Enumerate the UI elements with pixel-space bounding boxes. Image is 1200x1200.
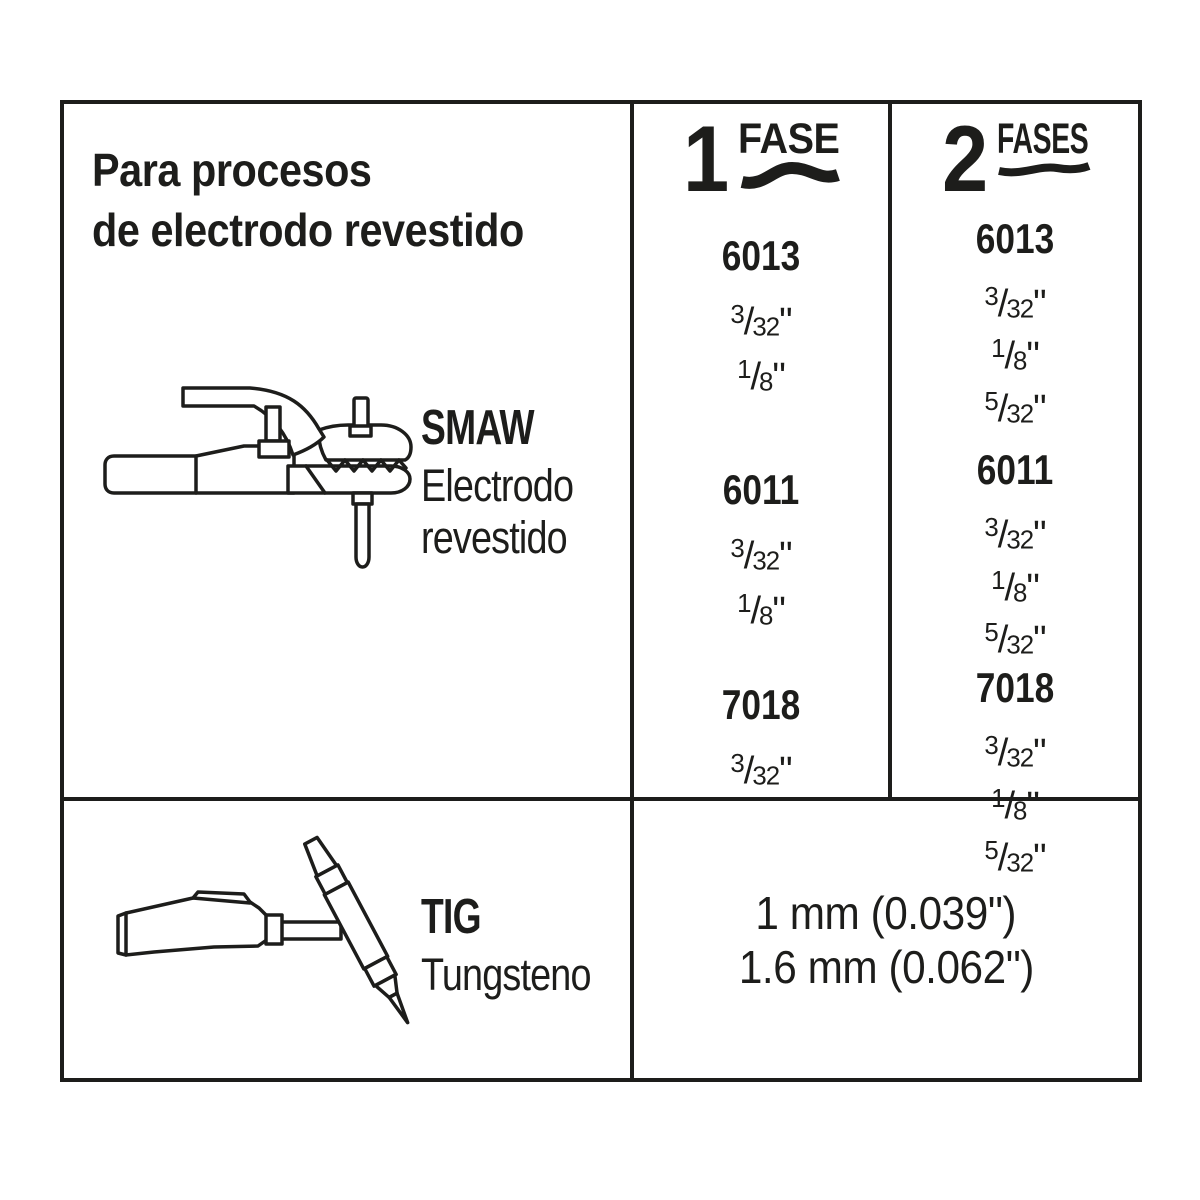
phase-2-column: [892, 104, 1138, 879]
electrode-size: $^1$/8": [991, 784, 1039, 827]
smaw-name-line2: revestido: [421, 512, 567, 563]
electrode-code: 7018: [721, 680, 801, 728]
phase-1-label: FASE: [737, 115, 840, 163]
intro-title: [92, 140, 524, 260]
smaw-electrode-holder-icon: [98, 380, 428, 630]
electrode-size: $^1$/8": [737, 356, 785, 399]
single-phase-ac-wave-icon: [738, 161, 842, 189]
phase-2-label-block: [996, 115, 1091, 207]
electrode-code: 7018: [975, 664, 1055, 712]
electrode-group: [892, 447, 1138, 665]
tig-label: [421, 889, 623, 1001]
electrode-group: [634, 233, 888, 405]
electrode-group: [634, 467, 888, 639]
tig-torch-icon: [116, 829, 446, 1079]
phase-1-label-block: [737, 115, 842, 207]
electrode-code: 6011: [722, 465, 800, 513]
electrode-size: $^5$/32": [984, 618, 1046, 661]
tig-cell: [64, 801, 634, 1078]
tig-abbr: TIG: [421, 890, 481, 944]
electrode-size: $^3$/32": [984, 282, 1046, 325]
smaw-cell: [64, 104, 634, 801]
electrode-size: $^3$/32": [984, 514, 1046, 557]
phase-2-number: 2: [942, 106, 989, 211]
smaw-name-line1: Electrodo: [421, 460, 574, 511]
electrode-code: 6013: [975, 215, 1055, 262]
phase-1-column: [634, 104, 892, 801]
electrode-size: $^1$/8": [991, 566, 1039, 609]
two-phase-ac-wave-icon: [997, 161, 1091, 179]
electrode-size: $^5$/32": [984, 387, 1046, 430]
electrode-size: $^1$/8": [991, 335, 1039, 378]
electrode-group: [892, 216, 1138, 434]
tungsten-size-2: 1.6 mm (0.062"): [738, 940, 1034, 993]
phase-2-label: FASES: [996, 115, 1089, 163]
electrode-size: $^3$/32": [730, 749, 792, 792]
electrode-group: [634, 682, 888, 798]
tungsten-sizes-cell: [634, 801, 1138, 1078]
electrode-size: $^3$/32": [984, 732, 1046, 775]
smaw-abbr: SMAW: [421, 401, 534, 455]
electrode-size: $^3$/32": [730, 534, 792, 577]
phase-1-groups: [634, 233, 888, 798]
electrode-code: 6011: [976, 446, 1054, 494]
intro-title-line1: Para procesos: [92, 144, 372, 196]
smaw-label: [421, 400, 602, 564]
tungsten-size-1: 1 mm (0.039"): [755, 886, 1017, 939]
phase-1-number: 1: [683, 106, 730, 211]
phase-2-header: [892, 106, 1138, 211]
electrode-size: $^1$/8": [737, 590, 785, 633]
spec-table: [60, 100, 1142, 1082]
electrode-size: $^3$/32": [730, 300, 792, 343]
tig-name: Tungsteno: [421, 949, 591, 1000]
phase-1-header: [634, 106, 888, 211]
intro-title-line2: de electrodo revestido: [92, 204, 524, 256]
electrode-size: $^5$/32": [984, 836, 1046, 879]
electrode-code: 6013: [721, 232, 801, 279]
phase-2-groups: [892, 216, 1138, 884]
